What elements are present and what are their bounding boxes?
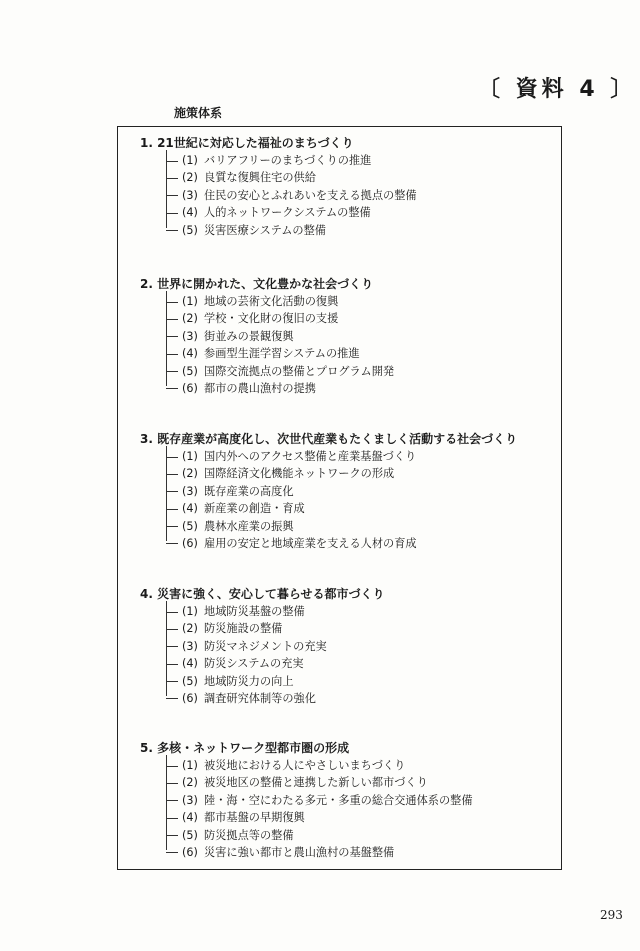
list-item: (5) 災害医療システムの整備: [166, 222, 417, 239]
section-items: [166, 448, 517, 552]
list-item: (2) 国際経済文化機能ネットワークの形成: [166, 465, 517, 482]
list-item: (1) 国内外へのアクセス整備と産業基盤づくり: [166, 448, 517, 465]
list-item: (3) 既存産業の高度化: [166, 483, 517, 500]
section-items: [166, 293, 394, 397]
section-title: 5. 多核・ネットワーク型都市圏の形成: [140, 741, 350, 755]
list-item: (1) バリアフリーのまちづくりの推進: [166, 152, 417, 169]
list-item: (4) 人的ネットワークシステムの整備: [166, 204, 417, 221]
section-items: [166, 152, 417, 239]
list-item: (2) 学校・文化財の復旧の支援: [166, 310, 394, 327]
section-title: 2. 世界に開かれた、文化豊かな社会づくり: [140, 277, 374, 291]
list-item: (6) 調査研究体制等の強化: [166, 690, 385, 707]
section-5: [140, 740, 473, 861]
list-item: (6) 雇用の安定と地域産業を支える人材の育成: [166, 535, 517, 552]
list-item: (3) 住民の安心とふれあいを支える拠点の整備: [166, 187, 417, 204]
list-item: (2) 良質な復興住宅の供給: [166, 169, 417, 186]
list-item: (5) 国際交流拠点の整備とプログラム開発: [166, 363, 394, 380]
section-title: 1. 21世紀に対応した福祉のまちづくり: [140, 136, 354, 150]
list-item: (3) 街並みの景観復興: [166, 328, 394, 345]
list-item: (4) 参画型生涯学習システムの推進: [166, 345, 394, 362]
list-item: (3) 防災マネジメントの充実: [166, 638, 385, 655]
system-title: 施策体系: [174, 106, 223, 120]
list-item: (5) 地域防災力の向上: [166, 673, 385, 690]
list-item: (2) 被災地区の整備と連携した新しい都市づくり: [166, 774, 473, 791]
list-item: (4) 防災システムの充実: [166, 655, 385, 672]
list-item: (2) 防災施設の整備: [166, 620, 385, 637]
section-items: [166, 757, 473, 861]
list-item: (1) 地域の芸術文化活動の復興: [166, 293, 394, 310]
section-title: 3. 既存産業が高度化し、次世代産業もたくましく活動する社会づくり: [140, 432, 518, 446]
list-item: (4) 新産業の創造・育成: [166, 500, 517, 517]
list-item: (1) 被災地における人にやさしいまちづくり: [166, 757, 473, 774]
list-item: (5) 防災拠点等の整備: [166, 827, 473, 844]
list-item: (3) 陸・海・空にわたる多元・多重の総合交通体系の整備: [166, 792, 473, 809]
list-item: (6) 災害に強い都市と農山漁村の基盤整備: [166, 844, 473, 861]
section-items: [166, 603, 385, 707]
document-label: 〔 資料 4 〕: [478, 77, 637, 102]
section-1: [140, 135, 417, 239]
section-2: [140, 276, 394, 397]
section-3: [140, 431, 517, 552]
list-item: (1) 地域防災基盤の整備: [166, 603, 385, 620]
page-number: 293: [600, 908, 623, 922]
section-4: [140, 586, 385, 707]
list-item: (4) 都市基盤の早期復興: [166, 809, 473, 826]
list-item: (5) 農林水産業の振興: [166, 518, 517, 535]
section-title: 4. 災害に強く、安心して暮らせる都市づくり: [140, 587, 385, 601]
list-item: (6) 都市の農山漁村の提携: [166, 380, 394, 397]
